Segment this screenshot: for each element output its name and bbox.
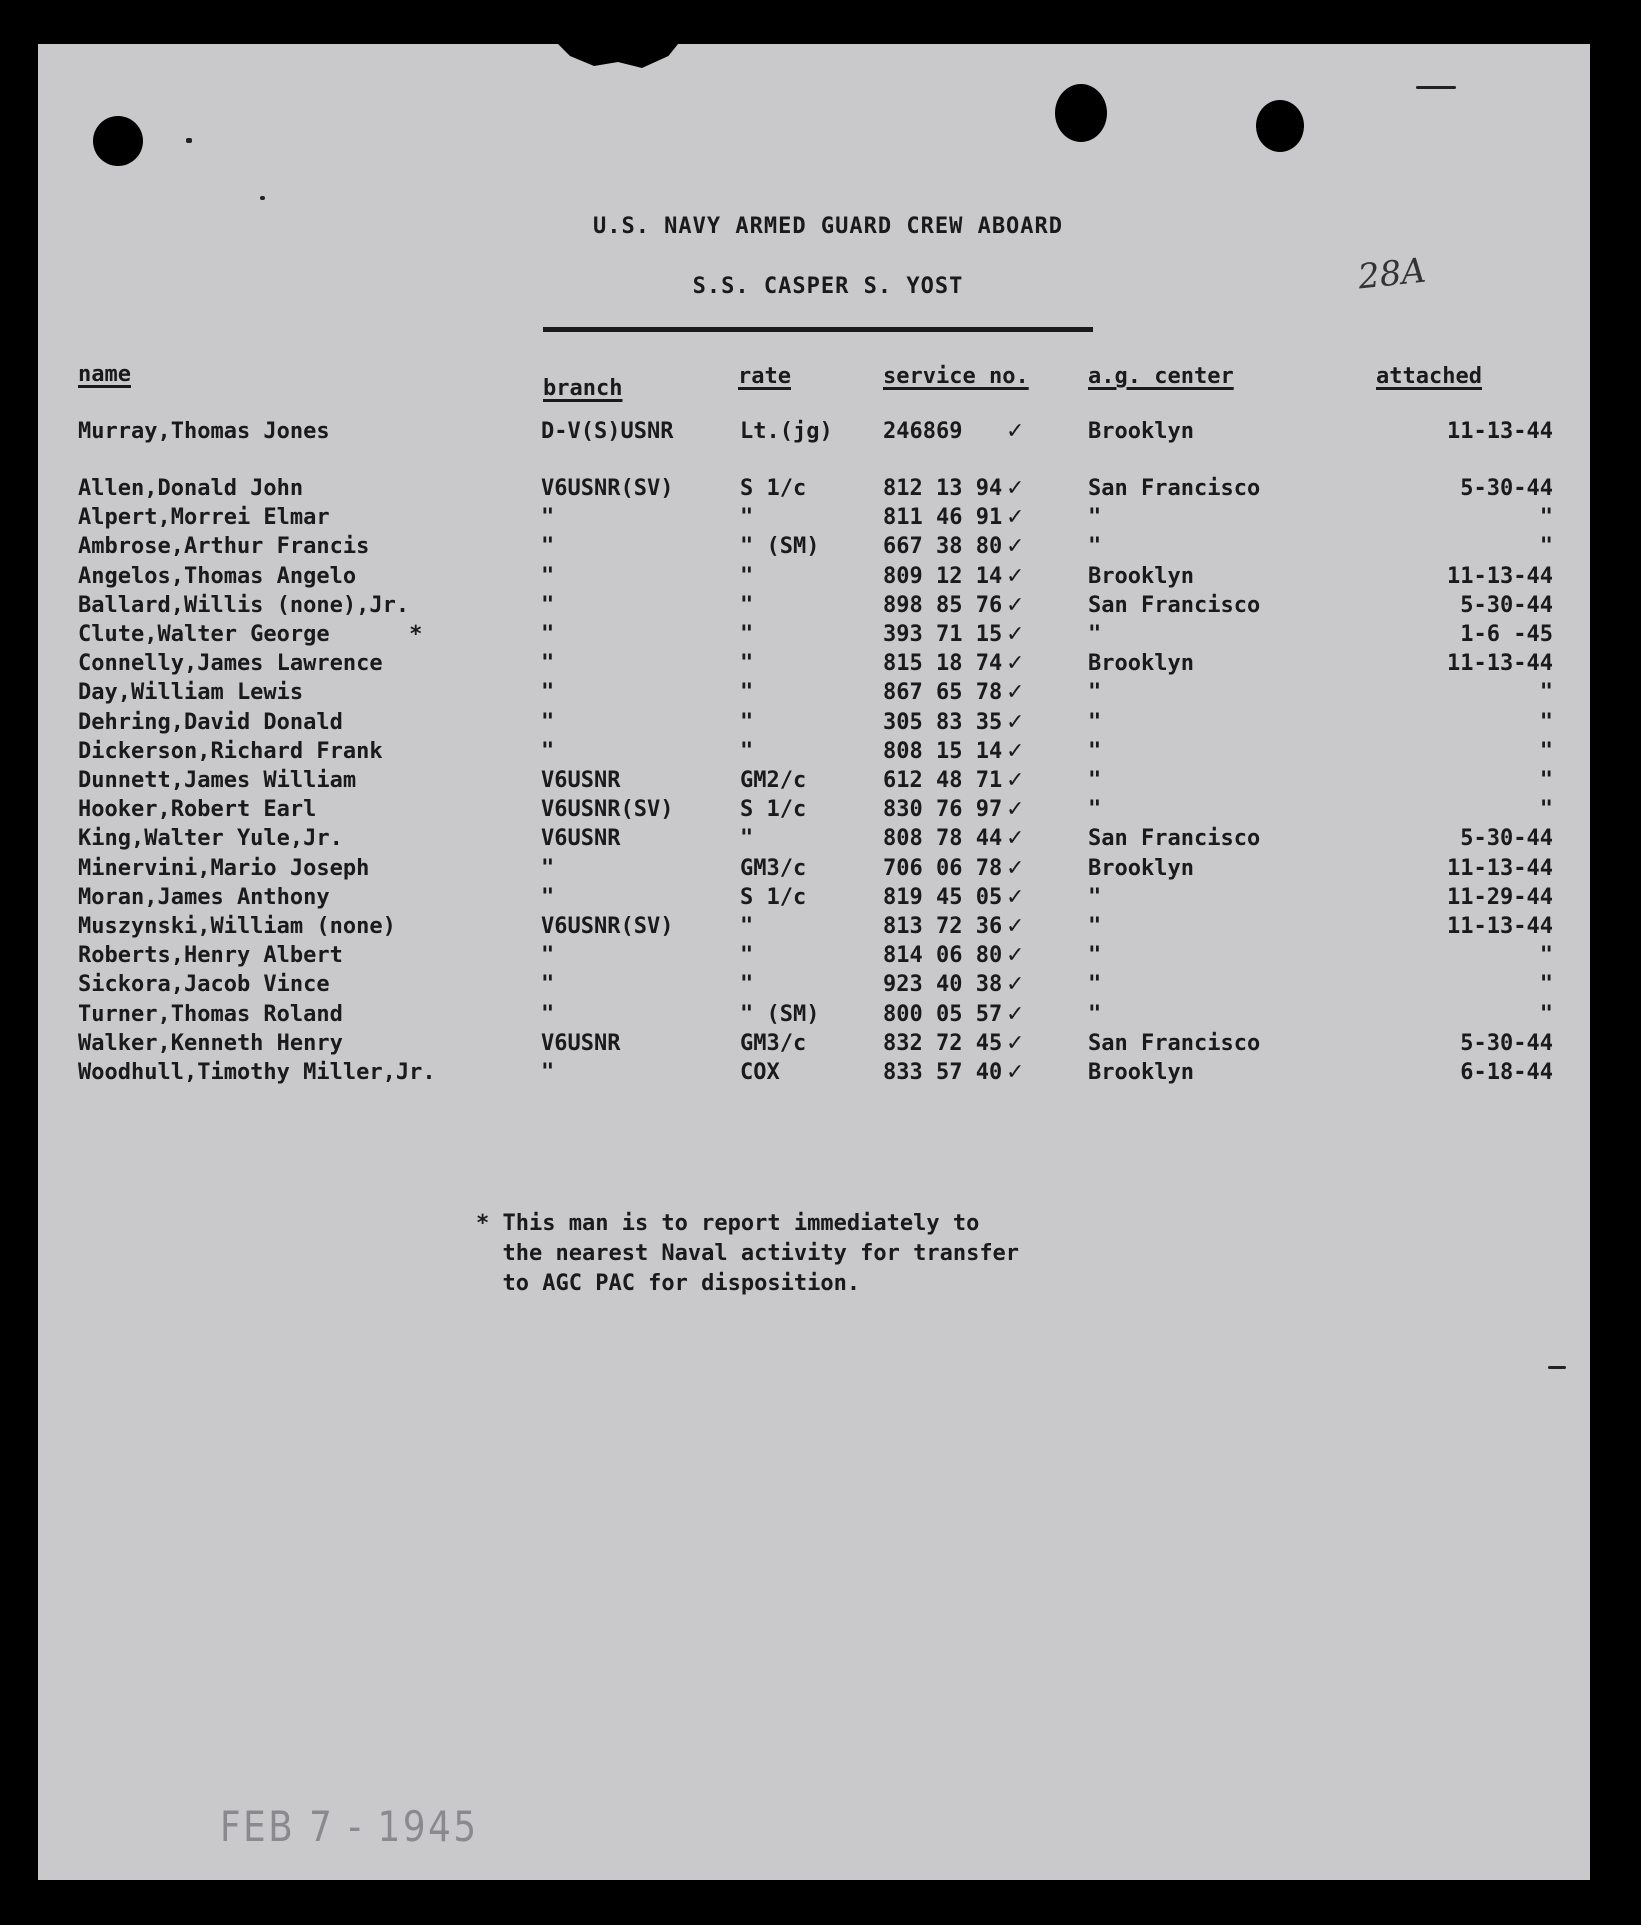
crew-name: Dickerson,Richard Frank xyxy=(78,739,383,764)
crew-name: Alpert,Morrei Elmar xyxy=(78,505,330,530)
crew-row xyxy=(38,885,1590,914)
crew-ag-center: San Francisco xyxy=(1088,826,1261,851)
crew-attached: 5-30-44 xyxy=(1460,476,1553,501)
crew-name: Clute,Walter George * xyxy=(78,622,423,647)
crew-row xyxy=(38,622,1590,651)
crew-branch: V6USNR(SV) xyxy=(541,914,674,939)
crew-row xyxy=(38,856,1590,885)
crew-ag-center: " xyxy=(1088,943,1102,968)
crew-ag-center: " xyxy=(1088,622,1102,647)
crew-branch: " xyxy=(541,593,555,618)
crew-name: Ambrose,Arthur Francis xyxy=(78,534,370,559)
check-mark: ✓ xyxy=(1006,622,1025,647)
crew-row xyxy=(38,651,1590,680)
crew-branch: " xyxy=(541,972,555,997)
page-number: 28A xyxy=(1356,250,1428,298)
crew-name: Dehring,David Donald xyxy=(78,710,343,735)
crew-service-no: 833 57 40 xyxy=(883,1060,1003,1085)
crew-branch: " xyxy=(541,739,555,764)
crew-service-no: 246869 xyxy=(883,419,963,444)
crew-attached: 11-13-44 xyxy=(1447,564,1553,589)
crew-ag-center: " xyxy=(1088,914,1102,939)
crew-ag-center: San Francisco xyxy=(1088,476,1261,501)
check-mark: ✓ xyxy=(1006,710,1025,735)
crew-branch: V6USNR xyxy=(541,768,621,793)
check-mark: ✓ xyxy=(1006,739,1025,764)
crew-attached: 11-13-44 xyxy=(1447,856,1553,881)
crew-branch: V6USNR xyxy=(541,826,621,851)
crew-row xyxy=(38,826,1590,855)
crew-name: Roberts,Henry Albert xyxy=(78,943,343,968)
crew-service-no: 809 12 14 xyxy=(883,564,1003,589)
crew-service-no: 667 38 80 xyxy=(883,534,1003,559)
crew-service-no: 815 18 74 xyxy=(883,651,1003,676)
crew-attached: " xyxy=(1539,505,1553,530)
crew-rate: " xyxy=(740,710,754,735)
crew-name: Dunnett,James William xyxy=(78,768,357,793)
crew-ag-center: Brooklyn xyxy=(1088,856,1194,881)
crew-rate: " xyxy=(740,914,754,939)
officer-row xyxy=(38,419,1590,448)
crew-attached: " xyxy=(1539,943,1553,968)
col-header-service-no: service no. xyxy=(883,364,1029,389)
crew-row xyxy=(38,914,1590,943)
crew-attached: " xyxy=(1539,1002,1553,1027)
crew-attached: " xyxy=(1539,739,1553,764)
crew-row xyxy=(38,768,1590,797)
crew-ag-center: Brooklyn xyxy=(1088,564,1194,589)
crew-row xyxy=(38,680,1590,709)
punch-hole xyxy=(1055,84,1107,142)
crew-rate: " (SM) xyxy=(740,1002,820,1027)
check-mark: ✓ xyxy=(1006,1031,1025,1056)
check-mark: ✓ xyxy=(1006,1060,1025,1085)
crew-branch: " xyxy=(541,856,555,881)
crew-name: Murray,Thomas Jones xyxy=(78,419,330,444)
crew-name: Muszynski,William (none) xyxy=(78,914,396,939)
col-header-name: name xyxy=(78,362,131,387)
crew-attached: 5-30-44 xyxy=(1460,1031,1553,1056)
crew-row xyxy=(38,797,1590,826)
footnote: * This man is to report immediately to the nearest Naval activity for transfer to AGC PAC for disposition. xyxy=(476,1211,1020,1296)
crew-branch: V6USNR xyxy=(541,1031,621,1056)
crew-row xyxy=(38,1060,1590,1089)
crew-service-no: 812 13 94 xyxy=(883,476,1003,501)
crew-ag-center: " xyxy=(1088,505,1102,530)
check-mark: ✓ xyxy=(1006,419,1025,444)
crew-service-no: 808 15 14 xyxy=(883,739,1003,764)
check-mark: ✓ xyxy=(1006,1002,1025,1027)
col-header-branch: branch xyxy=(543,376,623,401)
check-mark: ✓ xyxy=(1006,972,1025,997)
crew-service-no: 819 45 05 xyxy=(883,885,1003,910)
crew-row xyxy=(38,1031,1590,1060)
crew-row xyxy=(38,1002,1590,1031)
crew-attached: " xyxy=(1539,768,1553,793)
check-mark: ✓ xyxy=(1006,856,1025,881)
crew-rate: " xyxy=(740,826,754,851)
crew-ag-center: " xyxy=(1088,739,1102,764)
crew-row xyxy=(38,476,1590,505)
crew-service-no: 898 85 76 xyxy=(883,593,1003,618)
crew-attached: " xyxy=(1539,710,1553,735)
punch-hole xyxy=(93,116,143,166)
crew-branch: " xyxy=(541,1002,555,1027)
ink-speck xyxy=(1416,86,1456,89)
check-mark: ✓ xyxy=(1006,797,1025,822)
document-page xyxy=(38,44,1590,1880)
crew-service-no: 923 40 38 xyxy=(883,972,1003,997)
crew-branch: " xyxy=(541,564,555,589)
crew-attached: " xyxy=(1539,972,1553,997)
crew-service-no: 706 06 78 xyxy=(883,856,1003,881)
crew-rate: GM2/c xyxy=(740,768,807,793)
crew-ag-center: Brooklyn xyxy=(1088,1060,1194,1085)
crew-service-no: 813 72 36 xyxy=(883,914,1003,939)
crew-service-no: 612 48 71 xyxy=(883,768,1003,793)
crew-rate: " xyxy=(740,972,754,997)
crew-attached: 11-13-44 xyxy=(1447,914,1553,939)
crew-branch: V6USNR(SV) xyxy=(541,797,674,822)
col-header-attached: attached xyxy=(1376,364,1482,389)
crew-rate: " xyxy=(740,943,754,968)
crew-branch: " xyxy=(541,1060,555,1085)
crew-rate: " xyxy=(740,505,754,530)
crew-row xyxy=(38,972,1590,1001)
crew-branch: " xyxy=(541,651,555,676)
crew-name: Minervini,Mario Joseph xyxy=(78,856,370,881)
crew-rate: " xyxy=(740,564,754,589)
col-header-ag-center: a.g. center xyxy=(1088,364,1234,389)
crew-ag-center: " xyxy=(1088,972,1102,997)
crew-attached: 6-18-44 xyxy=(1460,1060,1553,1085)
check-mark: ✓ xyxy=(1006,505,1025,530)
col-header-rate: rate xyxy=(738,364,791,389)
crew-branch: D-V(S)USNR xyxy=(541,419,674,444)
crew-attached: 11-29-44 xyxy=(1447,885,1553,910)
crew-ag-center: " xyxy=(1088,1002,1102,1027)
crew-rate: GM3/c xyxy=(740,1031,807,1056)
crew-attached: 11-13-44 xyxy=(1447,419,1553,444)
crew-ag-center: " xyxy=(1088,534,1102,559)
crew-ag-center: San Francisco xyxy=(1088,1031,1261,1056)
crew-attached: 5-30-44 xyxy=(1460,593,1553,618)
crew-name: Sickora,Jacob Vince xyxy=(78,972,330,997)
ink-speck xyxy=(186,138,192,143)
crew-branch: V6USNR(SV) xyxy=(541,476,674,501)
crew-attached: 1-6 -45 xyxy=(1460,622,1553,647)
crew-branch: " xyxy=(541,505,555,530)
ship-name: S.S. CASPER S. YOST xyxy=(692,274,964,299)
crew-service-no: 305 83 35 xyxy=(883,710,1003,735)
crew-service-no: 800 05 57 xyxy=(883,1002,1003,1027)
crew-name: Woodhull,Timothy Miller,Jr. xyxy=(78,1060,436,1085)
crew-ag-center: San Francisco xyxy=(1088,593,1261,618)
document-title: U.S. NAVY ARMED GUARD CREW ABOARD xyxy=(592,214,1064,239)
crew-name: King,Walter Yule,Jr. xyxy=(78,826,343,851)
crew-service-no: 814 06 80 xyxy=(883,943,1003,968)
crew-branch: " xyxy=(541,710,555,735)
check-mark: ✓ xyxy=(1006,534,1025,559)
check-mark: ✓ xyxy=(1006,885,1025,910)
crew-ag-center: " xyxy=(1088,710,1102,735)
date-stamp: FEB 7 - 1945 xyxy=(220,1802,479,1851)
punch-hole xyxy=(1256,100,1304,152)
crew-ag-center: " xyxy=(1088,768,1102,793)
crew-row xyxy=(38,943,1590,972)
title-rule xyxy=(543,327,1093,332)
check-mark: ✓ xyxy=(1006,768,1025,793)
crew-name: Hooker,Robert Earl xyxy=(78,797,317,822)
crew-attached: " xyxy=(1539,534,1553,559)
crew-rate: S 1/c xyxy=(740,885,807,910)
crew-attached: 5-30-44 xyxy=(1460,826,1553,851)
crew-rate: " xyxy=(740,680,754,705)
check-mark: ✓ xyxy=(1006,914,1025,939)
crew-name: Allen,Donald John xyxy=(78,476,304,501)
crew-rate: GM3/c xyxy=(740,856,807,881)
crew-name: Angelos,Thomas Angelo xyxy=(78,564,357,589)
crew-branch: " xyxy=(541,534,555,559)
check-mark: ✓ xyxy=(1006,476,1025,501)
crew-attached: 11-13-44 xyxy=(1447,651,1553,676)
crew-row xyxy=(38,739,1590,768)
check-mark: ✓ xyxy=(1006,651,1025,676)
crew-name: Day,William Lewis xyxy=(78,680,304,705)
crew-rate: " xyxy=(740,593,754,618)
check-mark: ✓ xyxy=(1006,564,1025,589)
crew-service-no: 393 71 15 xyxy=(883,622,1003,647)
check-mark: ✓ xyxy=(1006,593,1025,618)
crew-row xyxy=(38,593,1590,622)
crew-ag-center: " xyxy=(1088,797,1102,822)
crew-branch: " xyxy=(541,680,555,705)
crew-rate: S 1/c xyxy=(740,476,807,501)
crew-name: Walker,Kenneth Henry xyxy=(78,1031,343,1056)
crew-ag-center: Brooklyn xyxy=(1088,651,1194,676)
crew-name: Turner,Thomas Roland xyxy=(78,1002,343,1027)
crew-ag-center: " xyxy=(1088,680,1102,705)
crew-rate: " xyxy=(740,622,754,647)
crew-rate: " (SM) xyxy=(740,534,820,559)
crew-rate: " xyxy=(740,739,754,764)
check-mark: ✓ xyxy=(1006,680,1025,705)
crew-ag-center: Brooklyn xyxy=(1088,419,1194,444)
crew-attached: " xyxy=(1539,680,1553,705)
crew-row xyxy=(38,564,1590,593)
crew-name: Connelly,James Lawrence xyxy=(78,651,383,676)
crew-name: Moran,James Anthony xyxy=(78,885,330,910)
crew-row xyxy=(38,505,1590,534)
crew-branch: " xyxy=(541,943,555,968)
crew-row xyxy=(38,710,1590,739)
crew-row xyxy=(38,534,1590,563)
crew-service-no: 832 72 45 xyxy=(883,1031,1003,1056)
check-mark: ✓ xyxy=(1006,943,1025,968)
crew-ag-center: " xyxy=(1088,885,1102,910)
crew-service-no: 830 76 97 xyxy=(883,797,1003,822)
crew-rate: COX xyxy=(740,1060,780,1085)
crew-branch: " xyxy=(541,622,555,647)
crew-branch: " xyxy=(541,885,555,910)
crew-rate: " xyxy=(740,651,754,676)
crew-service-no: 811 46 91 xyxy=(883,505,1003,530)
crew-rate: Lt.(jg) xyxy=(740,419,833,444)
crew-rate: S 1/c xyxy=(740,797,807,822)
torn-edge xyxy=(558,44,678,84)
crew-attached: " xyxy=(1539,797,1553,822)
ink-speck xyxy=(260,196,265,200)
crew-name: Ballard,Willis (none),Jr. xyxy=(78,593,410,618)
check-mark: ✓ xyxy=(1006,826,1025,851)
crew-service-no: 867 65 78 xyxy=(883,680,1003,705)
ink-speck xyxy=(1548,1366,1566,1369)
crew-service-no: 808 78 44 xyxy=(883,826,1003,851)
